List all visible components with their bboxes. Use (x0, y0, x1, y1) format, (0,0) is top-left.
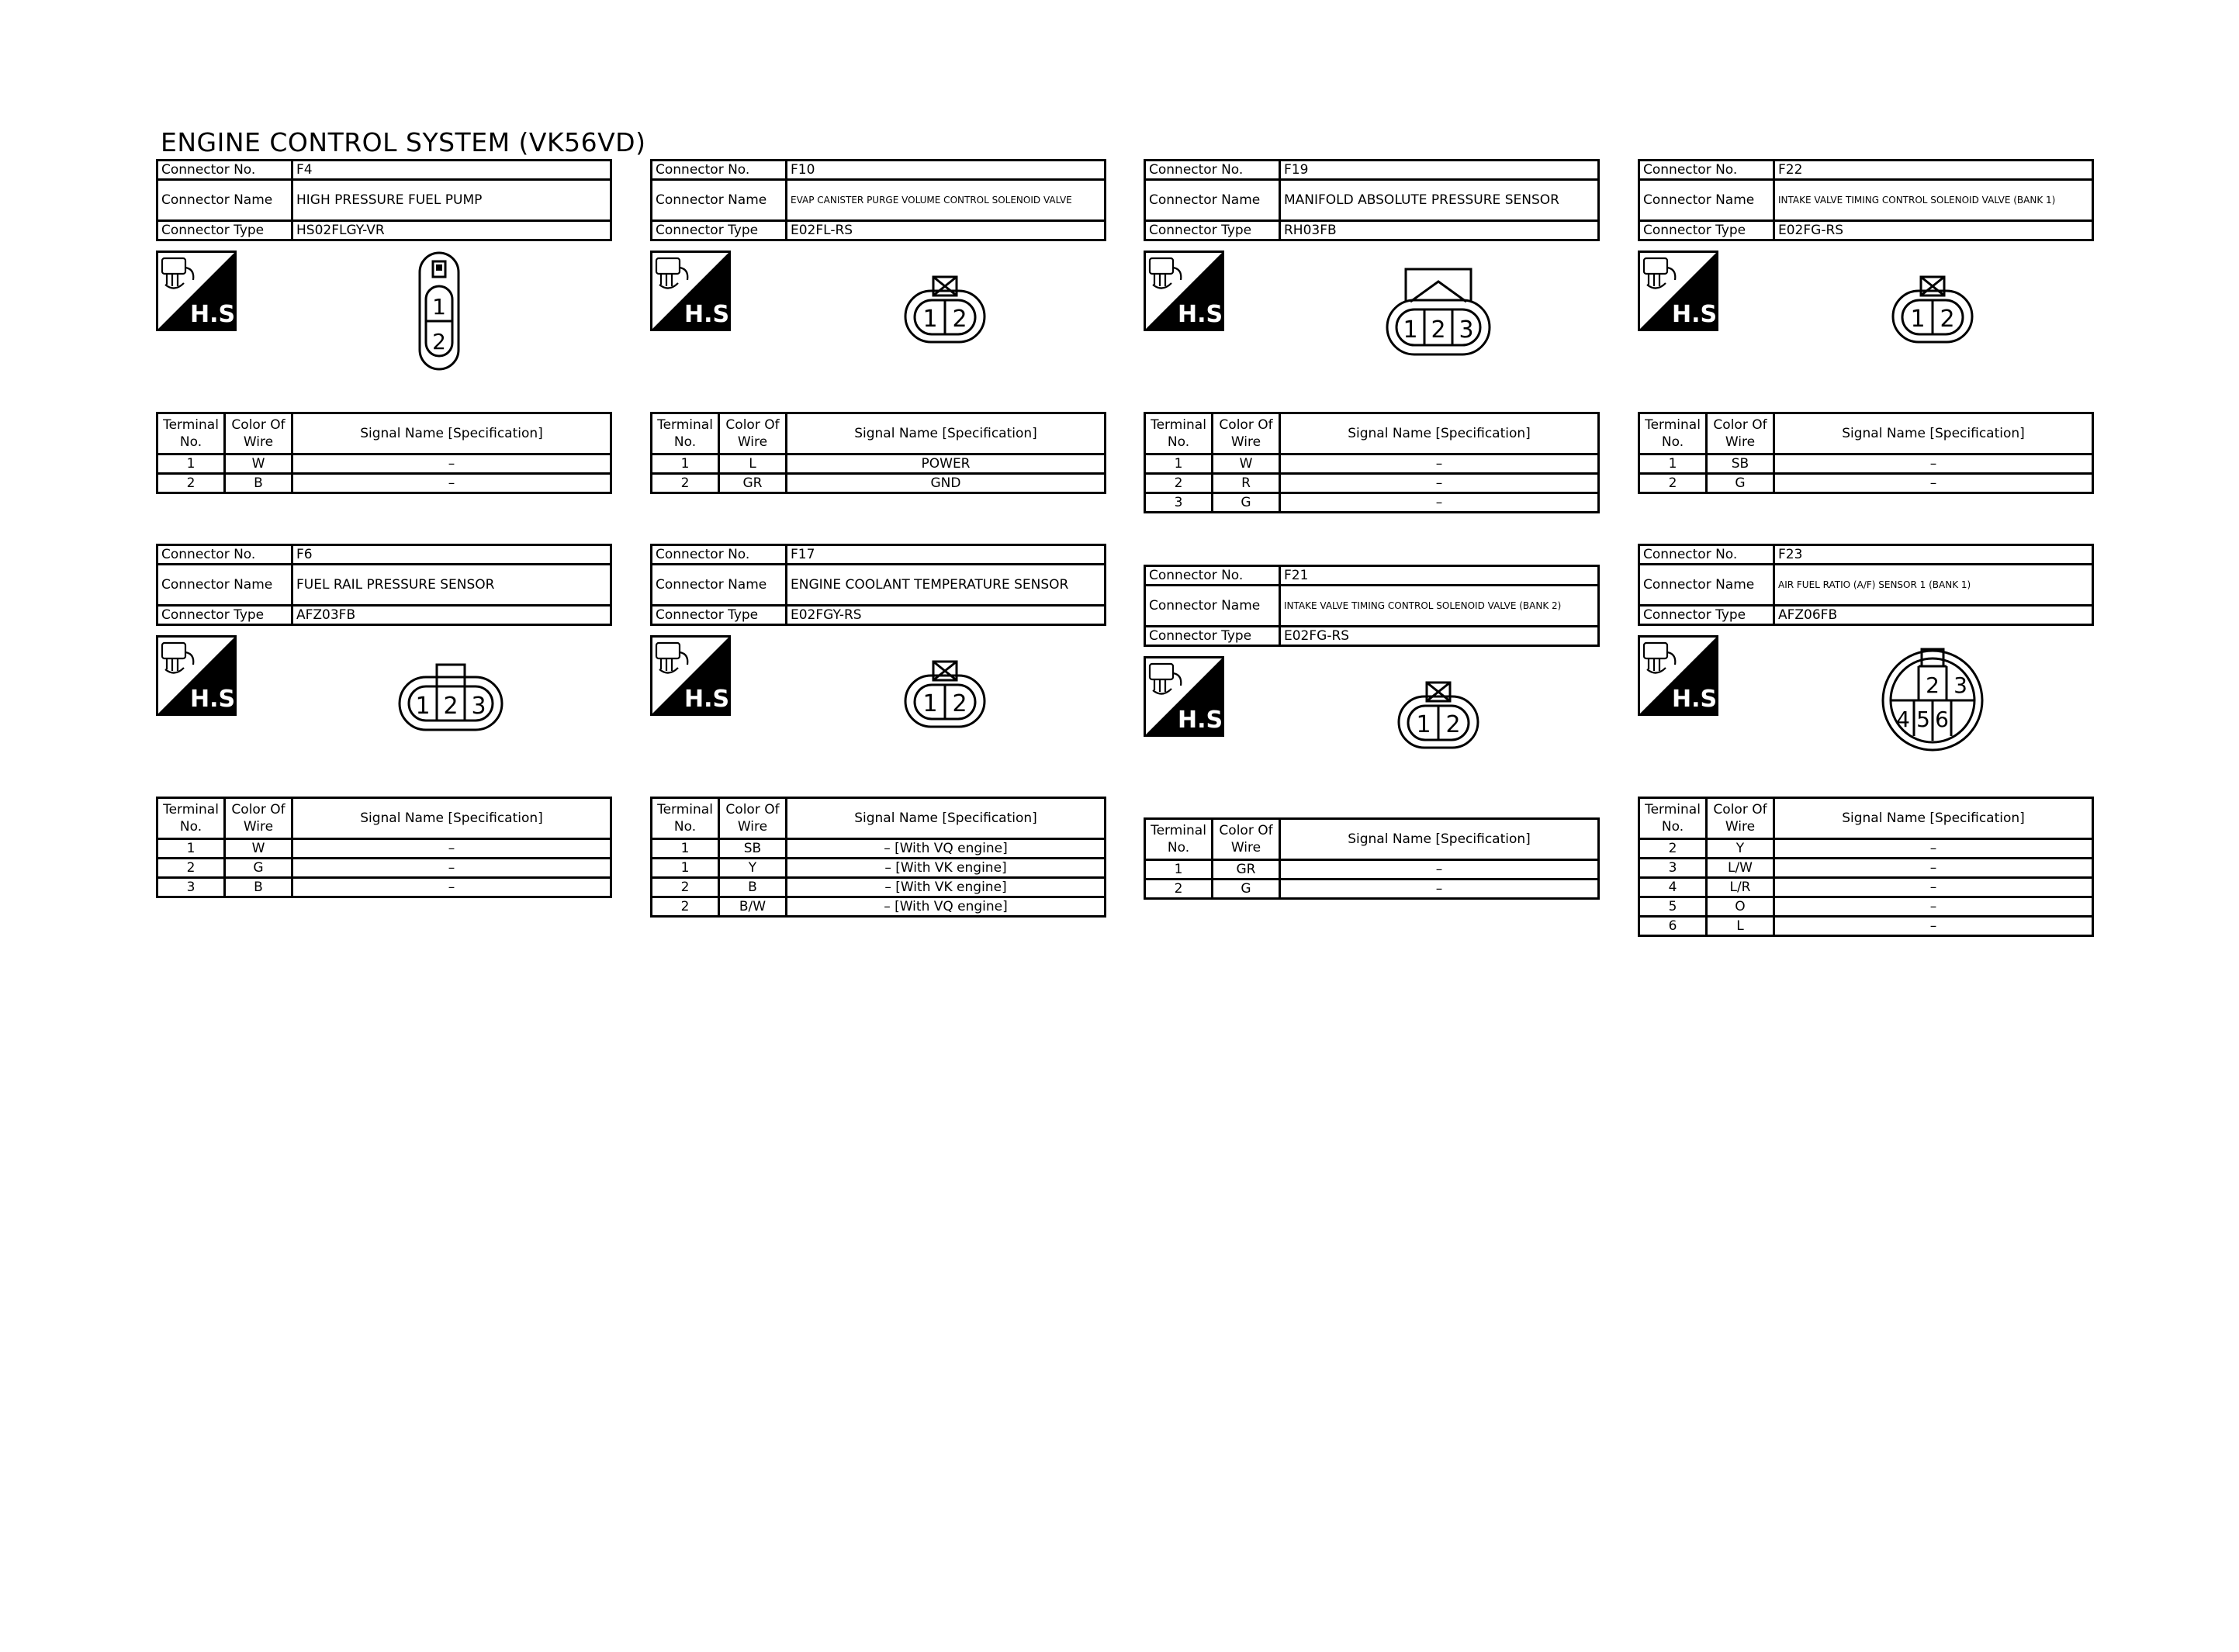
signal-name-cell: – (1280, 493, 1599, 513)
field-label: Connector Name (1639, 180, 1774, 221)
terminal-no-cell: 3 (1145, 493, 1213, 513)
signal-name-header: Signal Name [Specification] (1280, 819, 1599, 860)
pin-number: 2 (432, 329, 446, 354)
field-label: Connector No. (157, 545, 292, 565)
connector-info-table (1144, 565, 1600, 647)
field-value: EVAP CANISTER PURGE VOLUME CONTROL SOLENOID VALVE (787, 180, 1106, 221)
terminal-no-cell: 1 (1145, 454, 1213, 474)
table-row (1639, 839, 2093, 859)
pin-number: 1 (415, 693, 431, 720)
field-label: Connector No. (1145, 161, 1280, 180)
harness-side-icon (1638, 635, 1726, 716)
terminal-no-cell: 4 (1639, 878, 1707, 897)
signal-name-cell: – (1774, 859, 2093, 878)
pin-number: 2 (952, 306, 967, 333)
terminal-table-header (1639, 798, 2093, 839)
pin-number: 2 (1445, 711, 1461, 738)
connector-type-row (652, 606, 1106, 625)
field-value: RH03FB (1280, 221, 1599, 240)
pin-number: 1 (922, 690, 938, 717)
terminal-no-cell: 1 (652, 839, 719, 859)
connector-type-row (157, 221, 611, 240)
terminal-no-cell: 2 (1145, 880, 1213, 899)
connector-face-diagram (396, 662, 505, 736)
signal-name-cell: – (1280, 860, 1599, 880)
hs-badge (1638, 635, 1726, 719)
signal-name-cell: – (1280, 474, 1599, 493)
field-value: AFZ06FB (1774, 606, 2093, 625)
terminal-no-header: Terminal No. (1639, 798, 1707, 839)
field-label: Connector Name (1639, 565, 1774, 606)
terminal-table (1638, 412, 2094, 494)
table-row (652, 839, 1106, 859)
table-row (652, 474, 1106, 493)
field-label: Connector Type (1145, 627, 1280, 646)
terminal-no-cell: 1 (1145, 860, 1213, 880)
wire-color-cell: G (1213, 880, 1280, 899)
signal-name-header: Signal Name [Specification] (1774, 798, 2093, 839)
field-label: Connector No. (1145, 566, 1280, 586)
connector-block (1638, 159, 2094, 494)
connector-no-row (652, 545, 1106, 565)
page-title: ENGINE CONTROL SYSTEM (VK56VD) (161, 127, 646, 157)
terminal-no-cell: 3 (1639, 859, 1707, 878)
terminal-table (1144, 412, 1600, 513)
field-value: MANIFOLD ABSOLUTE PRESSURE SENSOR (1280, 180, 1599, 221)
signal-name-cell: – [With VQ engine] (787, 897, 1106, 917)
field-value: E02FG-RS (1280, 627, 1599, 646)
field-label: Connector Type (1639, 606, 1774, 625)
terminal-table-header (1145, 413, 1599, 454)
wire-color-cell: W (225, 454, 292, 474)
terminal-no-cell: 2 (652, 474, 719, 493)
connector-name-row (157, 565, 611, 606)
field-label: Connector Name (1145, 180, 1280, 221)
signal-name-header: Signal Name [Specification] (292, 798, 611, 839)
field-label: Connector No. (157, 161, 292, 180)
connector-info-table (156, 159, 612, 241)
connector-no-row (1639, 545, 2093, 565)
connector-face-diagram (1878, 645, 1987, 756)
table-row (652, 454, 1106, 474)
wire-color-header: Color Of Wire (1707, 798, 1774, 839)
connector-no-row (1639, 161, 2093, 180)
terminal-table (1638, 797, 2094, 937)
connector-info-table (650, 544, 1106, 626)
table-row (1639, 897, 2093, 917)
connector-no-row (1145, 566, 1599, 586)
connector-no-row (1145, 161, 1599, 180)
field-value: F10 (787, 161, 1106, 180)
pin-number: 1 (922, 306, 938, 333)
connector-name-row (1639, 180, 2093, 221)
pin-number: 3 (1459, 316, 1474, 344)
hs-badge (1144, 656, 1232, 740)
hs-badge-label: H.S. (190, 686, 244, 713)
hs-badge-label: H.S. (1178, 301, 1232, 328)
signal-name-cell: – (1774, 878, 2093, 897)
terminal-table-header (157, 798, 611, 839)
signal-name-cell: – [With VK engine] (787, 878, 1106, 897)
connector-type-row (157, 606, 611, 625)
pin-number: 5 (1916, 707, 1930, 732)
pin-number: 1 (1403, 316, 1418, 344)
table-row (157, 878, 611, 897)
pin-number: 2 (952, 690, 967, 717)
signal-name-cell: – (1774, 917, 2093, 936)
wire-color-header: Color Of Wire (719, 413, 787, 454)
field-value: INTAKE VALVE TIMING CONTROL SOLENOID VALVE (BANK 1) (1774, 180, 2093, 221)
terminal-no-cell: 1 (157, 454, 225, 474)
terminal-table (1144, 817, 1600, 900)
connector-no-row (652, 161, 1106, 180)
field-value: F6 (292, 545, 611, 565)
terminal-no-cell: 1 (652, 859, 719, 878)
connector-name-row (157, 180, 611, 221)
field-value: E02FGY-RS (787, 606, 1106, 625)
terminal-no-cell: 1 (157, 839, 225, 859)
pin-number: 1 (1910, 306, 1926, 333)
wire-color-cell: G (1707, 474, 1774, 493)
wire-color-cell: G (225, 859, 292, 878)
terminal-no-cell: 2 (652, 878, 719, 897)
terminal-table (650, 412, 1106, 494)
field-label: Connector Name (1145, 586, 1280, 627)
connector-info-table (156, 544, 612, 626)
connector-block (650, 159, 1106, 494)
hs-badge-label: H.S. (190, 301, 244, 328)
wire-color-cell: R (1213, 474, 1280, 493)
connector-block (650, 544, 1106, 918)
field-label: Connector Type (652, 606, 787, 625)
field-label: Connector Type (157, 606, 292, 625)
signal-name-cell: – (1774, 839, 2093, 859)
table-row (1145, 860, 1599, 880)
hs-badge (156, 635, 244, 719)
wire-color-header: Color Of Wire (1707, 413, 1774, 454)
wire-color-header: Color Of Wire (225, 798, 292, 839)
wire-color-cell: Y (719, 859, 787, 878)
table-row (157, 454, 611, 474)
connector-info-table (1144, 159, 1600, 241)
field-value: E02FL-RS (787, 221, 1106, 240)
connector-name-row (1145, 180, 1599, 221)
field-value: INTAKE VALVE TIMING CONTROL SOLENOID VALVE (BANK 2) (1280, 586, 1599, 627)
connector-diagram-area (650, 241, 1106, 412)
table-row (1639, 454, 2093, 474)
field-value: AFZ03FB (292, 606, 611, 625)
signal-name-cell: POWER (787, 454, 1106, 474)
wire-color-cell: SB (719, 839, 787, 859)
signal-name-header: Signal Name [Specification] (1774, 413, 2093, 454)
wire-color-header: Color Of Wire (225, 413, 292, 454)
field-label: Connector No. (652, 161, 787, 180)
terminal-no-cell: 2 (157, 859, 225, 878)
field-value: F22 (1774, 161, 2093, 180)
terminal-no-cell: 2 (1145, 474, 1213, 493)
wire-color-cell: L (1707, 917, 1774, 936)
wire-color-cell: L/W (1707, 859, 1774, 878)
terminal-no-cell: 1 (652, 454, 719, 474)
connector-type-row (1639, 606, 2093, 625)
field-label: Connector Type (157, 221, 292, 240)
harness-side-icon (1144, 656, 1232, 737)
connector-face-diagram (1396, 679, 1481, 756)
terminal-no-cell: 5 (1639, 897, 1707, 917)
signal-name-cell: – (292, 878, 611, 897)
pin-number: 2 (443, 693, 459, 720)
signal-name-cell: – (1774, 454, 2093, 474)
connector-block (156, 544, 612, 898)
table-row (652, 878, 1106, 897)
signal-name-header: Signal Name [Specification] (292, 413, 611, 454)
hs-badge (1638, 251, 1726, 334)
connector-face-diagram (902, 658, 988, 735)
field-value: F21 (1280, 566, 1599, 586)
signal-name-cell: – (1774, 474, 2093, 493)
wire-color-cell: O (1707, 897, 1774, 917)
connector-type-row (1145, 627, 1599, 646)
field-label: Connector Name (652, 180, 787, 221)
field-label: Connector Name (157, 565, 292, 606)
field-value: HS02FLGY-VR (292, 221, 611, 240)
wire-color-cell: L (719, 454, 787, 474)
pin-number: 4 (1896, 707, 1910, 732)
field-value: F23 (1774, 545, 2093, 565)
terminal-no-header: Terminal No. (652, 798, 719, 839)
signal-name-cell: – [With VK engine] (787, 859, 1106, 878)
connector-info-table (650, 159, 1106, 241)
terminal-no-header: Terminal No. (1639, 413, 1707, 454)
signal-name-cell: – (292, 859, 611, 878)
table-row (1639, 859, 2093, 878)
harness-side-icon (156, 635, 244, 716)
connector-block (1638, 544, 2094, 937)
field-value: F17 (787, 545, 1106, 565)
connector-diagram-area (1144, 647, 1600, 817)
wire-color-cell: GR (1213, 860, 1280, 880)
connector-face-diagram (416, 249, 462, 376)
wire-color-cell: B/W (719, 897, 787, 917)
connector-diagram-area (156, 626, 612, 797)
terminal-no-cell: 6 (1639, 917, 1707, 936)
terminal-no-header: Terminal No. (1145, 413, 1213, 454)
connector-name-row (1639, 565, 2093, 606)
signal-name-cell: – (1774, 897, 2093, 917)
wire-color-cell: L/R (1707, 878, 1774, 897)
field-value: AIR FUEL RATIO (A/F) SENSOR 1 (BANK 1) (1774, 565, 2093, 606)
connector-diagram-area (1638, 241, 2094, 412)
wire-color-header: Color Of Wire (1213, 413, 1280, 454)
pin-number: 3 (1954, 672, 1967, 698)
connector-type-row (1145, 221, 1599, 240)
field-label: Connector Type (652, 221, 787, 240)
field-label: Connector No. (1639, 545, 1774, 565)
connector-diagram-area (650, 626, 1106, 797)
terminal-no-header: Terminal No. (1145, 819, 1213, 860)
wire-color-cell: GR (719, 474, 787, 493)
pin-number: 2 (1940, 306, 1955, 333)
signal-name-cell: – (292, 454, 611, 474)
connector-no-row (157, 161, 611, 180)
table-row (157, 839, 611, 859)
pin-number: 1 (1416, 711, 1431, 738)
terminal-no-cell: 2 (652, 897, 719, 917)
connector-name-row (1145, 586, 1599, 627)
field-value: E02FG-RS (1774, 221, 2093, 240)
hs-badge-label: H.S. (684, 686, 739, 713)
field-label: Connector Name (157, 180, 292, 221)
terminal-table-header (1639, 413, 2093, 454)
field-label: Connector Name (652, 565, 787, 606)
connector-diagram-area (156, 241, 612, 412)
terminal-no-cell: 2 (1639, 474, 1707, 493)
harness-side-icon (1144, 251, 1232, 331)
field-label: Connector No. (652, 545, 787, 565)
field-value: FUEL RAIL PRESSURE SENSOR (292, 565, 611, 606)
field-value: ENGINE COOLANT TEMPERATURE SENSOR (787, 565, 1106, 606)
hs-badge (1144, 251, 1232, 334)
signal-name-header: Signal Name [Specification] (787, 413, 1106, 454)
harness-side-icon (1638, 251, 1726, 331)
terminal-table (156, 412, 612, 494)
pin-number: 3 (471, 693, 486, 720)
connector-info-table (1638, 544, 2094, 626)
wire-color-cell: B (225, 878, 292, 897)
hs-badge-label: H.S. (1672, 686, 1726, 713)
terminal-table-header (157, 413, 611, 454)
terminal-no-header: Terminal No. (157, 413, 225, 454)
table-row (652, 897, 1106, 917)
signal-name-cell: GND (787, 474, 1106, 493)
signal-name-cell: – [With VQ engine] (787, 839, 1106, 859)
table-row (1145, 493, 1599, 513)
connector-diagram-area (1144, 241, 1600, 412)
pin-number: 1 (432, 294, 446, 320)
wire-color-header: Color Of Wire (719, 798, 787, 839)
terminal-no-cell: 2 (157, 474, 225, 493)
terminal-no-header: Terminal No. (652, 413, 719, 454)
harness-side-icon (650, 251, 739, 331)
terminal-no-header: Terminal No. (157, 798, 225, 839)
connector-face-diagram (1384, 266, 1493, 361)
table-row (1145, 454, 1599, 474)
hs-badge-label: H.S. (1178, 707, 1232, 734)
harness-side-icon (156, 251, 244, 331)
table-row (652, 859, 1106, 878)
wire-color-cell: W (1213, 454, 1280, 474)
field-value: HIGH PRESSURE FUEL PUMP (292, 180, 611, 221)
table-row (157, 859, 611, 878)
hs-badge (650, 251, 739, 334)
field-label: Connector No. (1639, 161, 1774, 180)
wire-color-cell: B (225, 474, 292, 493)
harness-side-icon (650, 635, 739, 716)
table-row (1145, 474, 1599, 493)
signal-name-cell: – (1280, 454, 1599, 474)
connector-type-row (1639, 221, 2093, 240)
table-row (1639, 474, 2093, 493)
signal-name-header: Signal Name [Specification] (1280, 413, 1599, 454)
connector-name-row (652, 565, 1106, 606)
hs-badge-label: H.S. (684, 301, 739, 328)
signal-name-cell: – (292, 474, 611, 493)
hs-badge (156, 251, 244, 334)
wire-color-header: Color Of Wire (1213, 819, 1280, 860)
pin-number: 2 (1926, 672, 1940, 698)
pin-number: 2 (1431, 316, 1446, 344)
field-value: F4 (292, 161, 611, 180)
wire-color-cell: B (719, 878, 787, 897)
hs-badge-label: H.S. (1672, 301, 1726, 328)
connector-type-row (652, 221, 1106, 240)
field-label: Connector Type (1145, 221, 1280, 240)
terminal-no-cell: 1 (1639, 454, 1707, 474)
connector-diagram-area (1638, 626, 2094, 797)
terminal-table (156, 797, 612, 898)
signal-name-cell: – (292, 839, 611, 859)
table-row (1639, 878, 2093, 897)
terminal-table (650, 797, 1106, 918)
table-row (1639, 917, 2093, 936)
connector-name-row (652, 180, 1106, 221)
connector-info-table (1638, 159, 2094, 241)
connector-face-diagram (1890, 274, 1975, 351)
connector-no-row (157, 545, 611, 565)
signal-name-cell: – (1280, 880, 1599, 899)
wire-color-cell: G (1213, 493, 1280, 513)
connector-block (156, 159, 612, 494)
table-row (1145, 880, 1599, 899)
terminal-table-header (1145, 819, 1599, 860)
terminal-no-cell: 3 (157, 878, 225, 897)
terminal-table-header (652, 413, 1106, 454)
terminal-no-cell: 2 (1639, 839, 1707, 859)
pin-number: 6 (1935, 707, 1949, 732)
table-row (157, 474, 611, 493)
hs-badge (650, 635, 739, 719)
wire-color-cell: SB (1707, 454, 1774, 474)
connector-block (1144, 565, 1600, 900)
terminal-table-header (652, 798, 1106, 839)
wire-color-cell: W (225, 839, 292, 859)
connector-face-diagram (902, 274, 988, 351)
connector-block (1144, 159, 1600, 513)
field-value: F19 (1280, 161, 1599, 180)
wire-color-cell: Y (1707, 839, 1774, 859)
field-label: Connector Type (1639, 221, 1774, 240)
signal-name-header: Signal Name [Specification] (787, 798, 1106, 839)
